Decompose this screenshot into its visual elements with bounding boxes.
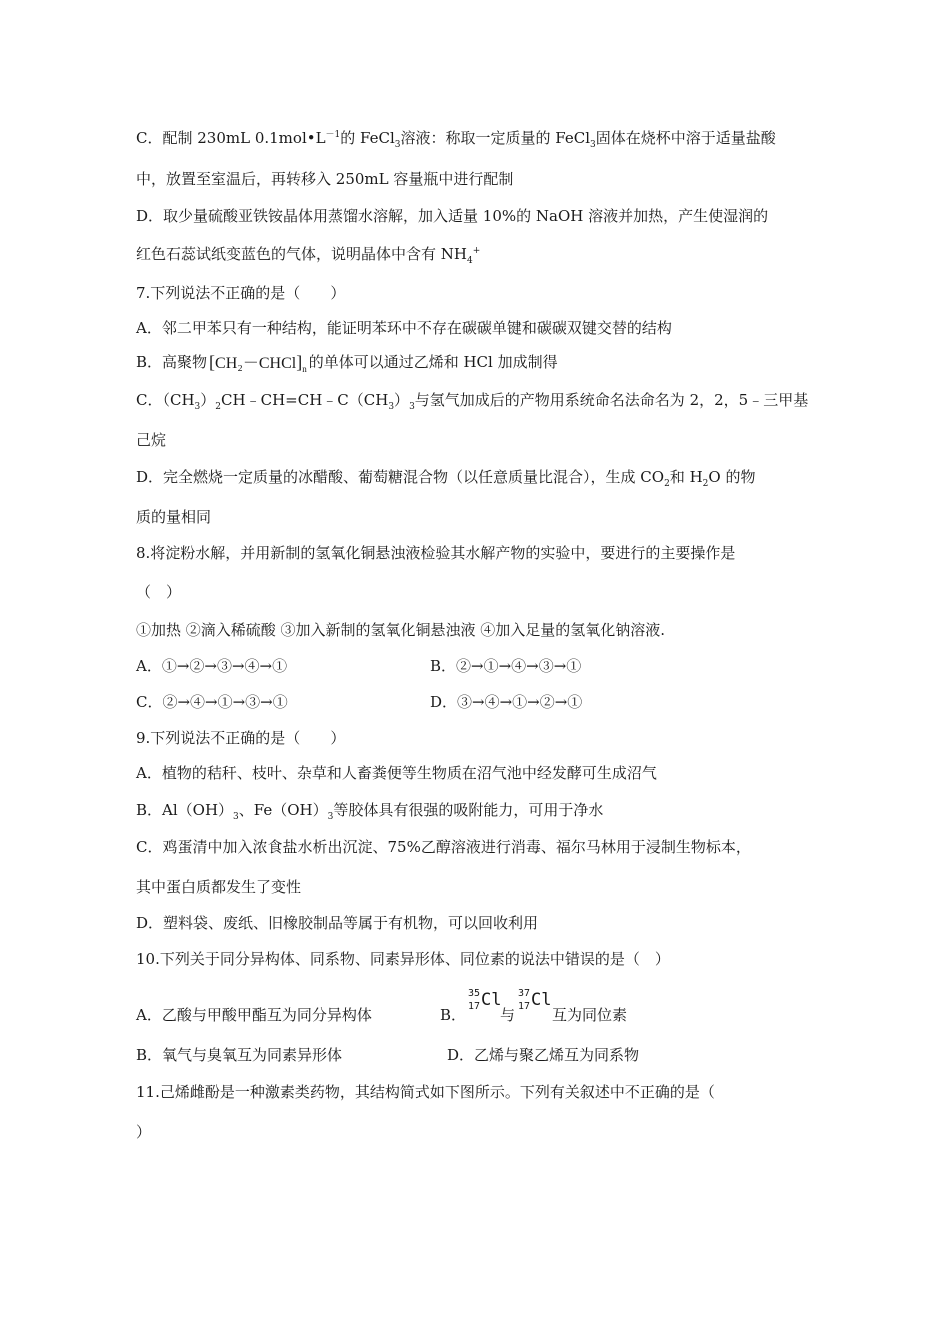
q8-stem-line2: （ ） bbox=[136, 583, 182, 601]
q8-option-c: C．②→④→①→③→① bbox=[136, 693, 288, 711]
q9-option-d: D．塑料袋、废纸、旧橡胶制品等属于有机物，可以回收利用 bbox=[136, 914, 539, 932]
q6-option-d-line1: D．取少量硫酸亚铁铵晶体用蒸馏水溶解，加入适量 10%的 NaOH 溶液并加热，产生使湿润的 bbox=[136, 207, 769, 225]
polymer-formula-image: $[CH_2-CHCl]_n$ bbox=[209, 352, 307, 375]
q7-option-d-line1: D．完全燃烧一定质量的冰醋酸、葡萄糖混合物（以任意质量比混合），生成 $CO_2$和 $H_2O$ 的物 bbox=[136, 468, 756, 489]
isotope-cl37: 37 17 Cl bbox=[518, 988, 552, 1012]
q7-option-c-line2: 己烷 bbox=[136, 431, 167, 449]
q10-option-b-mid: 与 bbox=[500, 1006, 516, 1024]
q8-option-b: B．②→①→④→③→① bbox=[430, 657, 582, 675]
q7-option-c-line1: C．$(CH_3)_2CH﹣CH=CH﹣C(CH_3)_3$与氢气加成后的产物用系统命名法命名为 2，2，5﹣三甲基 bbox=[136, 391, 809, 412]
q7-option-a: A．邻二甲苯只有一种结构，能证明苯环中不存在碳碳单键和碳碳双键交替的结构 bbox=[136, 319, 672, 337]
q8-option-d: D．③→④→①→②→① bbox=[430, 693, 583, 711]
q6-option-c-line1: C．配制 230mL $0.1mol•L^{-1}$的 FeCl$_3$溶液：称取一定质量的 FeCl$_3$固体在烧杯中溶于适量盐酸 bbox=[136, 129, 776, 150]
q9-option-c-line1: C．鸡蛋清中加入浓食盐水析出沉淀、75%乙醇溶液进行消毒、福尔马林用于浸制生物标本， bbox=[136, 838, 751, 856]
q9-option-b: B．$Al(OH)_3$、$Fe(OH)_3$等胶体具有很强的吸附能力，可用于净水 bbox=[136, 801, 604, 822]
q7-option-d-line2: 质的量相同 bbox=[136, 508, 212, 526]
q9-option-a: A．植物的秸秆、枝叶、杂草和人畜粪便等生物质在沼气池中经发酵可生成沼气 bbox=[136, 764, 657, 782]
q6-option-d-line2: 红色石蕊试纸变蓝色的气体，说明晶体中含有 $NH_4^+$ bbox=[136, 245, 481, 266]
q9-stem: 9.下列说法不正确的是（ ） bbox=[136, 729, 346, 747]
q10-stem: 10.下列关于同分异构体、同系物、同素异形体、同位素的说法中错误的是（ ） bbox=[136, 950, 670, 968]
q8-stem-line1: 8.将淀粉水解，并用新制的氢氧化铜悬浊液检验其水解产物的实验中，要进行的主要操作是 bbox=[136, 544, 736, 562]
q6-option-c-line2: 中，放置至室温后，再转移入 250mL 容量瓶中进行配制 bbox=[136, 170, 514, 188]
q8-option-a: A．①→②→③→④→① bbox=[136, 657, 288, 675]
q10-option-b-prefix: B． bbox=[440, 1006, 467, 1024]
q7-stem: 7.下列说法不正确的是（ ） bbox=[136, 284, 346, 302]
q11-stem-line1: 11.己烯雌酚是一种激素类药物，其结构简式如下图所示。下列有关叙述中不正确的是（ bbox=[136, 1083, 715, 1101]
q10-option-b-suffix: 互为同位素 bbox=[552, 1006, 628, 1024]
q9-option-c-line2: 其中蛋白质都发生了变性 bbox=[136, 878, 302, 896]
q8-steps: ①加热 ②滴入稀硫酸 ③加入新制的氢氧化铜悬浊液 ④加入足量的氢氧化钠溶液. bbox=[136, 621, 666, 639]
q7-option-b: B．高聚物 $[CH_2-CHCl]_n$ 的单体可以通过乙烯和 HCl 加成制得 bbox=[136, 352, 558, 375]
q10-option-c: B．氧气与臭氧互为同素异形体 bbox=[136, 1046, 343, 1064]
q10-option-d: D．乙烯与聚乙烯互为同系物 bbox=[447, 1046, 640, 1064]
q10-option-a: A．乙酸与甲酸甲酯互为同分异构体 bbox=[136, 1006, 372, 1024]
isotope-cl35: 35 17 Cl bbox=[468, 988, 502, 1012]
q11-stem-line2: ） bbox=[136, 1123, 152, 1141]
